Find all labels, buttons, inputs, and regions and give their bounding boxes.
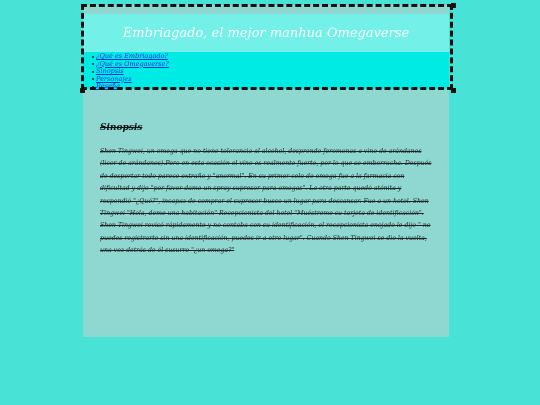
nav-link-que-es-omegaverse[interactable]: ¿Qué es Omegaverse? [96,59,169,68]
section-body: Shen Tingwei, un omega que no tiene tolerancia al alcohol, desprende feromonas a vino de arándanos (licor de arándanos).Pero en esta ocasión el vino es realmente fuerte, por lo que se emborracha. Después de despertar todo parece extraño y "anormal". En su primer celo de omega fue a la farmacia con dificultad y dijo "por favor dame un spray supresor para omegas". La otra parte quedó atónita y respondió "¿Qué?", incapaz de comprar el supresor busco un lugar para descansar. Fue a un hotel. Shen Tingwei "Hola, deme una habitación" Recepcionista del hotel "Muéstreme su tarjeta de identificación". Shen Tingwei revisó rápidamente y no contaba con su identificación, el recepcionista enojado le dijo " no puedes registrarte sin una identificación, puedes ir a otro lugar". Cuando Shen Tingwei se dio la vuelta, una voz detrás de él susurro "¿un omega?" [100,148,432,255]
nav-link-resena[interactable]: Reseña [96,82,120,90]
corner-marker-top-right [451,3,456,8]
corner-marker-bottom-right [451,88,456,93]
nav-link-sinopsis[interactable]: Sinopsis [96,67,124,75]
nav-link-que-es-embriagado[interactable]: ¿Qué es Embriagado? [96,52,168,60]
section-title: Sinopsis [100,123,143,133]
header-dashed-border [81,4,453,90]
corner-marker-bottom-left [80,88,85,93]
page-container [83,5,449,337]
nav-link-personajes[interactable]: Personajes [96,74,132,83]
page-title: Embriagado, el mejor manhua Omegaverse [122,26,410,41]
